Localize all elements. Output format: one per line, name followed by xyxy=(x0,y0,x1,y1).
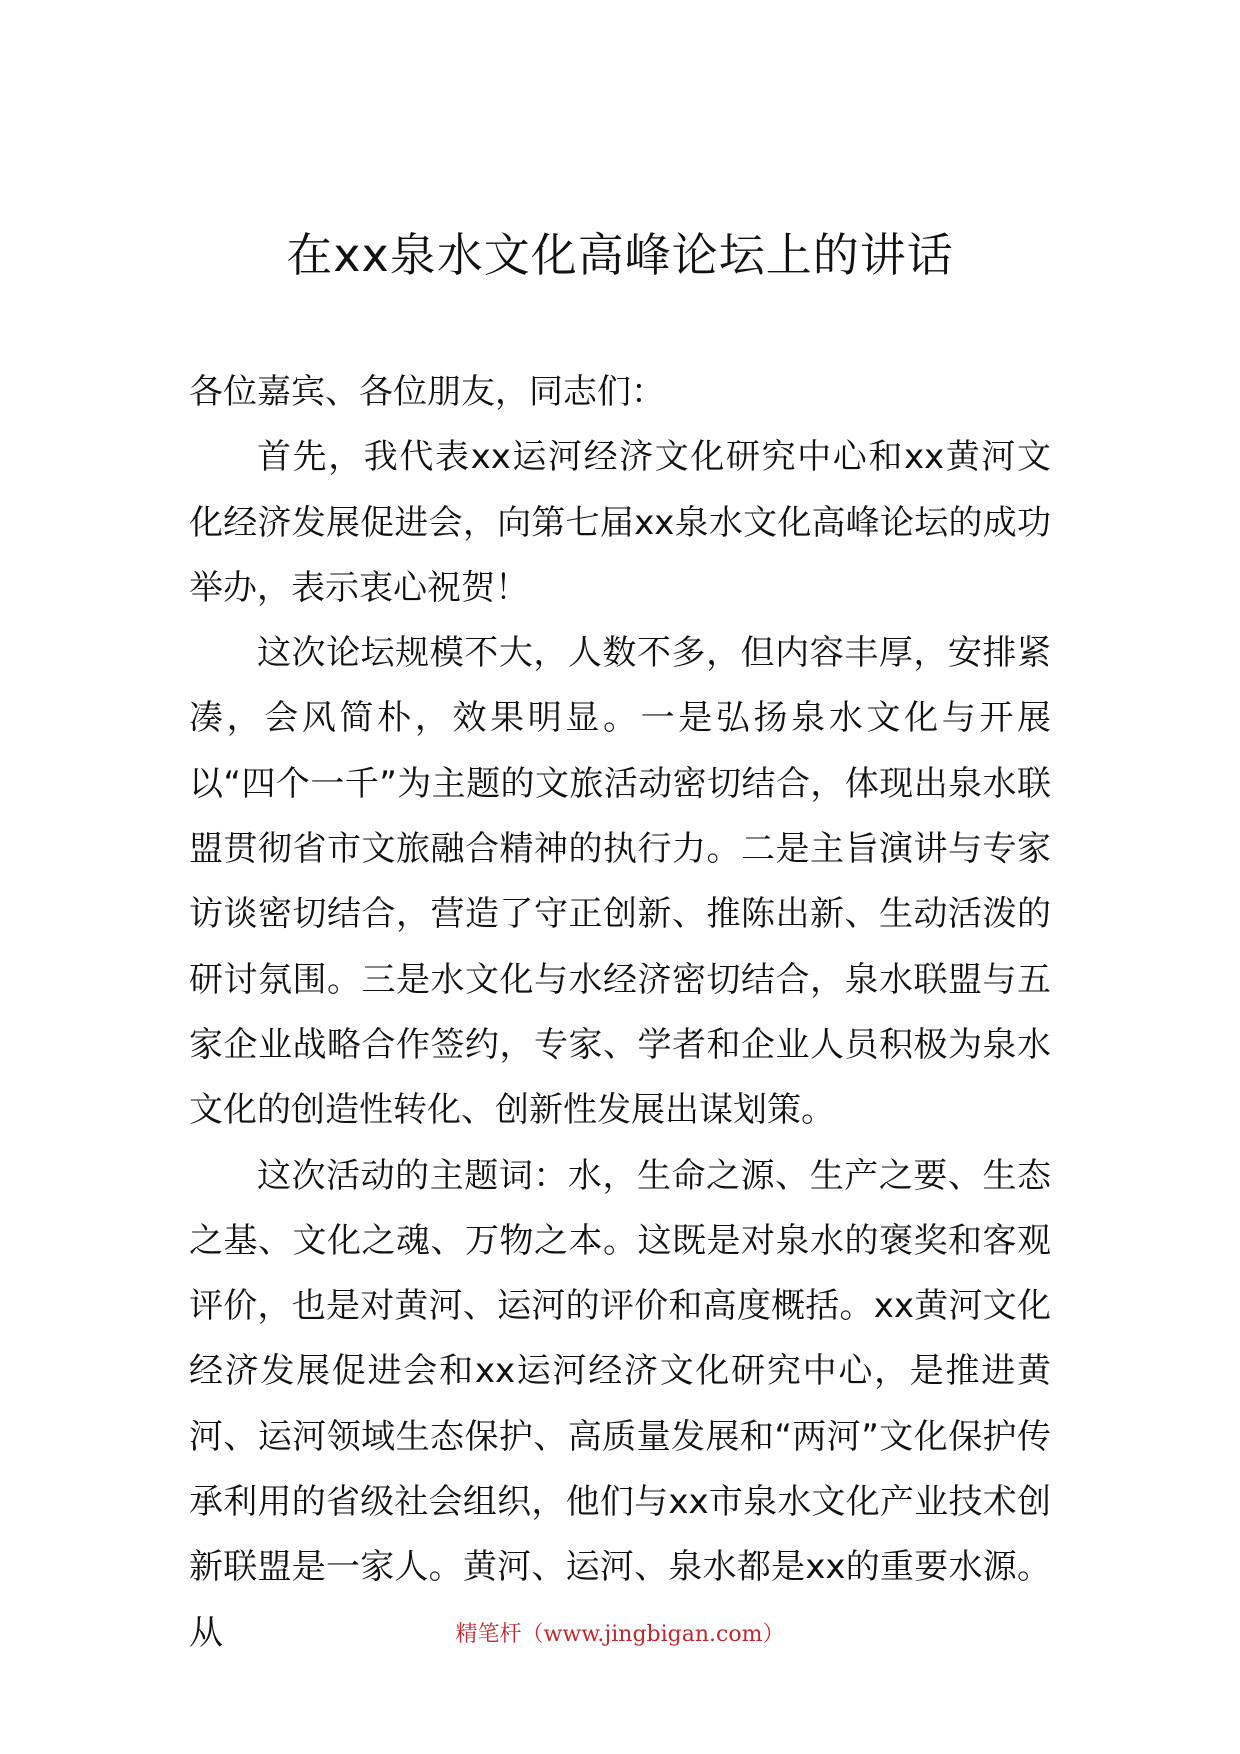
footer-watermark: 精笔杆（www.jingbigan.com） xyxy=(455,1622,785,1647)
paragraph-3: 这次活动的主题词：水，生命之源、生产之要、生态之基、文化之魂、万物之本。这既是对泉水的褒奖和客观评价，也是对黄河、运河的评价和高度概括。xx黄河文化经济发展促进会和xx运河经济文化研究中心，是推进黄河、运河领域生态保护、高质量发展和“两河”文化保护传承利用的省级社会组织，他们与xx市泉水文化产业技术创新联盟是一家人。黄河、运河、泉水都是xx的重要水源。从 xyxy=(189,1155,1051,1653)
salutation: 各位嘉宾、各位朋友，同志们： xyxy=(189,372,665,412)
paragraph-1: 首先，我代表xx运河经济文化研究中心和xx黄河文化经济发展促进会，向第七届xx泉水文化高峰论坛的成功举办，表示衷心祝贺！ xyxy=(189,437,1051,608)
paragraph-2: 这次论坛规模不大，人数不多，但内容丰厚，安排紧凑，会风简朴，效果明显。一是弘扬泉水文化与开展以“四个一千”为主题的文旅活动密切结合，体现出泉水联盟贯彻省市文旅融合精神的执行力。二是主旨演讲与专家访谈密切结合，营造了守正创新、推陈出新、生动活泼的研讨氛围。三是水文化与水经济密切结合，泉水联盟与五家企业战略合作签约，专家、学者和企业人员积极为泉水文化的创造性转化、创新性发展出谋划策。 xyxy=(189,633,1051,1131)
document-body xyxy=(189,360,1051,1666)
document-title: 在xx泉水文化高峰论坛上的讲话 xyxy=(286,228,954,282)
